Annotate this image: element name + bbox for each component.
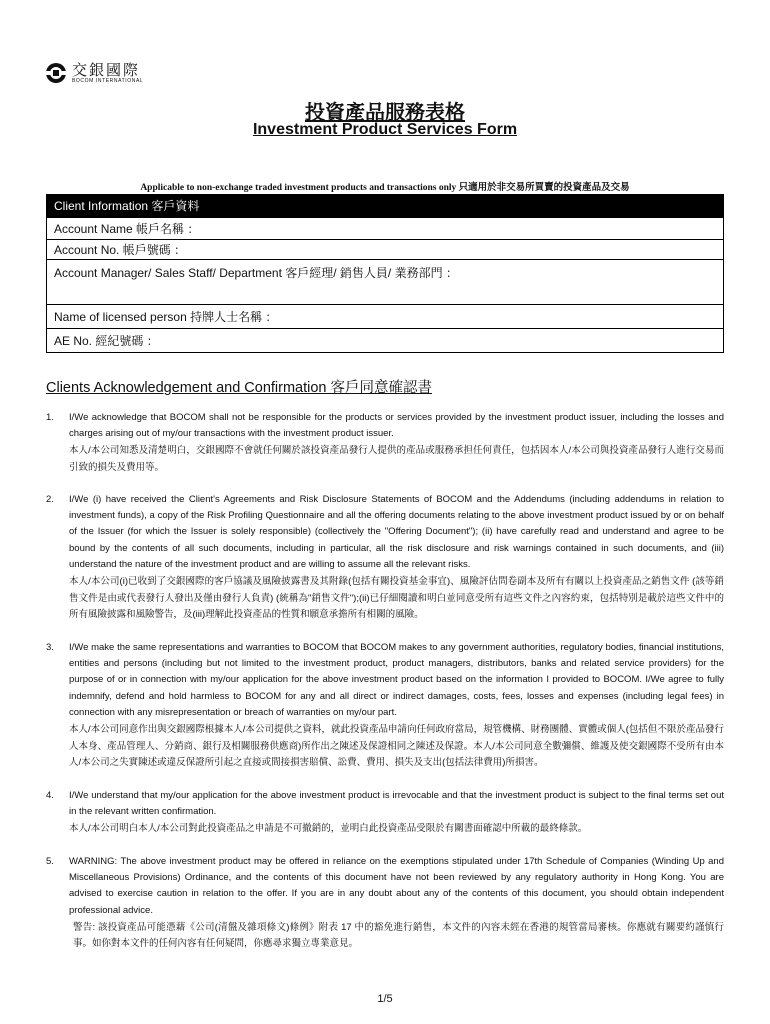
form-title-zh: 投資產品服務表格 [305, 102, 465, 124]
section-title: Clients Acknowledgement and Confirmation 客戶同意確認書 [46, 380, 433, 396]
list-item-text-zh: 本人/本公司知悉及清楚明白，交銀國際不會就任何關於該投資產品發行人提供的產品或服務承担任何責任，包括因本人/本公司與投資產品發行人進行交易而引致的損失及費用等。 [69, 445, 724, 473]
list-item-text-en: WARNING: The above investment product may be offered in reliance on the exemptions stipulated under 17th Schedule of Companies (Winding Up and Miscellaneous Provisions) Ordinance, and the contents of this document have not been reviewed by any regulatory authority in Hong Kong. You are advised to exercise caution in relation to the offer. If you are in any doubt about any of the contents of this document, you should obtain independent professional advice. [69, 856, 724, 916]
list-item-text-zh: 警告: 該投資產品可能憑藉《公司(清盤及雜項條文)條例》附表 17 中的豁免進行銷售，本文件的內容未經在香港的規管當局審核。你應就有關要約謹慎行事。如你對本文件的任何內容有任何疑問，你應尋求獨立專業意見。 [73, 921, 724, 950]
list-item-text-zh: 本人/本公司(i)已收到了交銀國際的客戶協議及風險披露書及其附錄(包括有關投資基金事宜)、風險評估問卷副本及所有有關以上投資產品之銷售文件 (該等銷售文件是由或代表發行人發出及僅由發行人負責) (統稱為"銷售文件");(ii)已仔細閱讀和明白並同意受所有這些文件之內容約束，包括特別是載於這些文件中的所有風險披露和風險警告，及(iii)理解此投資產品的性質和願意承擔所有相關的風險。 [69, 576, 724, 621]
logo-text-en: BOCOM INTERNATIONAL [72, 77, 144, 84]
account-manager-field[interactable]: Account Manager/ Sales Staff/ Department 客戶經理/ 銷售人員/ 業務部門 ： [47, 259, 723, 304]
account-name-field[interactable]: Account Name 帳戶名稱 ： [47, 217, 723, 239]
list-item-number: 2. [46, 494, 54, 505]
list-item-number: 1. [46, 412, 54, 423]
list-item-number: 5. [46, 856, 54, 867]
ae-number-field[interactable]: AE No. 經紀號碼 ： [47, 328, 723, 352]
client-information-table [46, 194, 724, 353]
page-number: 1/5 [377, 993, 393, 1005]
list-item-text-en: I/We make the same representations and warranties to BOCOM that BOCOM makes to any government authorities, regulatory bodies, financial institutions, entities and persons (including but not limited to the investment product, product managers, distributors, banks and related service providers) for the purpose of or in connection with my/our application for the above investment product based on the information I provided to BOCOM. I/We agree to fully indemnify, defend and hold harmless to BOCOM for any and all direct or indirect damages, costs, fees, losses and expenses (including legal fees) in connection with any misrepresentation or breach of warranties on my/our part. [69, 642, 724, 718]
client-information-header: Client Information 客戶資料 [47, 195, 723, 217]
bocom-logo-icon [44, 62, 68, 84]
list-item [46, 410, 724, 476]
form-title-en: Investment Product Services Form [252, 121, 518, 138]
applicability-note: Applicable to non-exchange traded investment products and transactions only 只適用於非交易所買賣的投資產品及交易 [140, 183, 630, 193]
list-item-text-zh: 本人/本公司明白本人/本公司對此投資產品之申請是不可撤銷的，並明白此投資產品受限於有關書面確認中所載的最終條款。 [69, 823, 588, 835]
list-item [46, 640, 724, 772]
logo-text-zh: 交銀國際 [72, 60, 141, 79]
list-item-number: 4. [46, 790, 54, 801]
list-item [46, 854, 724, 953]
list-item-text-en: I/We (i) have received the Client's Agreements and Risk Disclosure Statements of BOCOM and the Addendums (including addendums in relation to investment funds), a copy of the Risk Profiling Questionnaire and all the offering documents relating to the above investment product issued by or on behalf of the Issuer (for which the Issuer is solely responsible) (collectively the "Offering Document"); (ii) have carefully read and understand and agree to be bound by the contents of all such documents, including in particular, all the risk disclosure and risk warnings contained in such documents, and (iii) understand the nature of the investment product and are willing to assume all the relevant risks. [69, 494, 724, 570]
licensed-person-field[interactable]: Name of licensed person 持牌人士名稱 ： [47, 304, 723, 328]
list-item-text-en: I/We acknowledge that BOCOM shall not be responsible for the products or services provided by the investment product issuer, including the losses and charges arising out of my/our transactions with the investment product issuer. [69, 412, 724, 440]
list-item [46, 788, 724, 838]
list-item [46, 492, 724, 624]
account-number-field[interactable]: Account No. 帳戶號碼 ： [47, 239, 723, 259]
list-item-number: 3. [46, 642, 54, 653]
list-item-text-en: I/We understand that my/our application for the above investment product is irrevocable and that the investment product is subject to the final terms set out in the relevant written confirmation. [69, 790, 724, 818]
company-logo [44, 62, 143, 84]
list-item-text-zh: 本人/本公司同意作出與交銀國際根據本人/本公司提供之資料，就此投資產品申請向任何政府當局，規管機構、財務團體、實體或個人(包括但不限於產品發行人本身、產品管理人、分銷商、銀行及相關服務供應商)所作出之陳述及保證相同之陳述及保證。本人/本公司同意全數彌償、維護及使交銀國際不受所有由本人/本公司之失實陳述或違反保證所引起之直接或間接損害賠償、訟費、費用、損失及支出(包括法律費用)所損害。 [69, 724, 724, 769]
